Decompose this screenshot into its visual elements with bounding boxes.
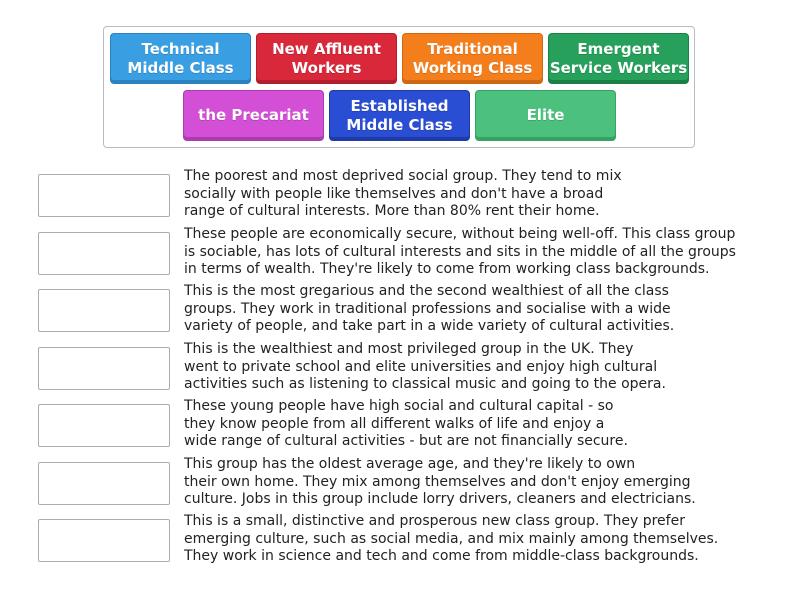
drop-slot[interactable] bbox=[38, 289, 170, 332]
drop-slot[interactable] bbox=[38, 347, 170, 390]
clue-text: These people are economically secure, without being well-off. This class group is sociable, has lots of cultural interests and sits in the middle of all the groups in terms of wealth. They're likely to come from working class backgrounds. bbox=[184, 226, 736, 278]
match-row bbox=[38, 168, 778, 223]
drop-slot[interactable] bbox=[38, 174, 170, 217]
clue-text: These young people have high social and cultural capital - so they know people from all different walks of life and enjoy a wide range of cultural activities - but are not financially secure. bbox=[184, 398, 628, 450]
drop-slot[interactable] bbox=[38, 232, 170, 275]
clue-text: This group has the oldest average age, and they're likely to own their own home. They mix among themselves and don't enjoy emerging culture. Jobs in this group include lorry drivers, cleaners and electricians. bbox=[184, 456, 696, 508]
match-row bbox=[38, 283, 778, 338]
tile-traditional-working-class[interactable]: Traditional Working Class bbox=[402, 33, 543, 84]
tile-the-precariat[interactable]: the Precariat bbox=[183, 90, 324, 141]
clue-text: This is a small, distinctive and prosperous new class group. They prefer emerging culture, such as social media, and mix mainly among themselves. They work in science and tech and come from middle-class backgrounds. bbox=[184, 513, 719, 565]
match-row bbox=[38, 456, 778, 511]
match-row bbox=[38, 226, 778, 281]
tile-new-affluent-workers[interactable]: New Affluent Workers bbox=[256, 33, 397, 84]
tile-emergent-service-workers[interactable]: Emergent Service Workers bbox=[548, 33, 689, 84]
clue-text: This is the wealthiest and most privileged group in the UK. They went to private school and elite universities and enjoy high cultural activities such as listening to classical music and going to the opera. bbox=[184, 341, 666, 393]
match-row bbox=[38, 513, 778, 568]
tile-established-middle-class[interactable]: Established Middle Class bbox=[329, 90, 470, 141]
match-row bbox=[38, 398, 778, 453]
drop-slot[interactable] bbox=[38, 404, 170, 447]
drop-slot[interactable] bbox=[38, 519, 170, 562]
clue-text: This is the most gregarious and the second wealthiest of all the class groups. They work in traditional professions and socialise with a wide variety of people, and take part in a wide variety of cultural activities. bbox=[184, 283, 675, 335]
tile-elite[interactable]: Elite bbox=[475, 90, 616, 141]
match-row bbox=[38, 341, 778, 396]
clue-text: The poorest and most deprived social group. They tend to mix socially with people like themselves and don't have a broad range of cultural interests. More than 80% rent their home. bbox=[184, 168, 622, 220]
tile-technical-middle-class[interactable]: Technical Middle Class bbox=[110, 33, 251, 84]
drop-slot[interactable] bbox=[38, 462, 170, 505]
